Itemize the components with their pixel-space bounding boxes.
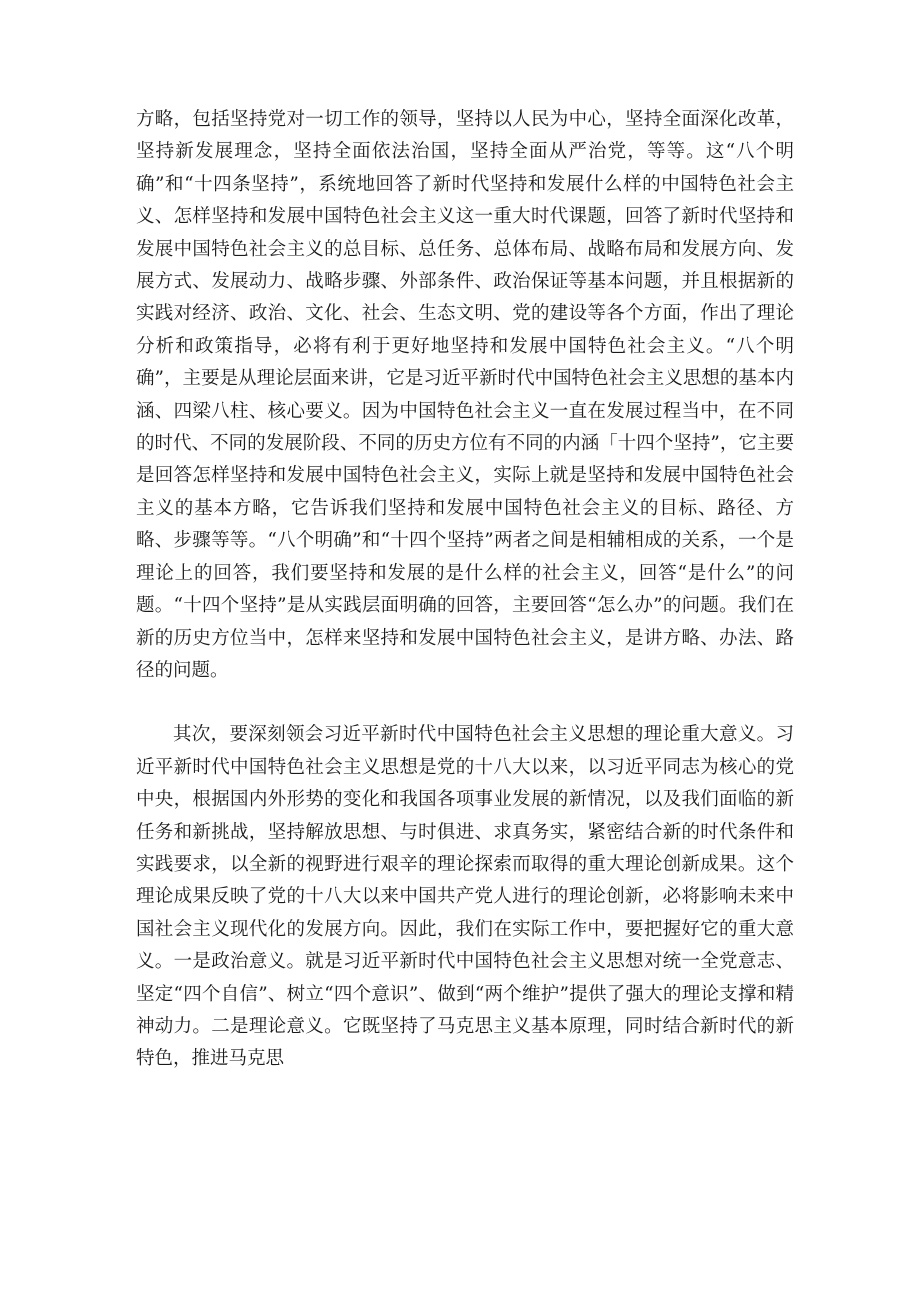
body-paragraph-2: 其次，要深刻领会习近平新时代中国特色社会主义思想的理论重大意义。习近平新时代中国特色社会主义思想是党的十八大以来，以习近平同志为核心的党中央，根据国内外形势的变化和我国各项事业发展的新情况，以及我们面临的新任务和新挑战，坚持解放思想、与时俱进、求真务实，紧密结合新的时代条件和实践要求，以全新的视野进行艰辛的理论探索而取得的重大理论创新成果。这个理论成果反映了党的十八大以来中国共产党人进行的理论创新，必将影响未来中国社会主义现代化的发展方向。因此，我们在实际工作中，要把握好它的重大意义。一是政治意义。就是习近平新时代中国特色社会主义思想对统一全党意志、坚定“四个自信”、树立“四个意识”、做到“两个维护”提供了强大的理论支撑和精神动力。二是理论意义。它既坚持了马克思主义基本原理，同时结合新时代的新特色，推进马克思: [136, 724, 794, 1070]
document-page: [136, 104, 794, 1076]
paragraph-spacer: [136, 687, 794, 719]
body-paragraph-1: 方略，包括坚持党对一切工作的领导，坚持以人民为中心，坚持全面深化改革，坚持新发展理念，坚持全面依法治国，坚持全面从严治党，等等。这“八个明确”和“十四条坚持”，系统地回答了新时代坚持和发展什么样的中国特色社会主义、怎样坚持和发展中国特色社会主义这一重大时代课题，回答了新时代坚持和发展中国特色社会主义的总目标、总任务、总体布局、战略布局和发展方向、发展方式、发展动力、战略步骤、外部条件、政治保证等基本问题，并且根据新的实践对经济、政治、文化、社会、生态文明、党的建设等各个方面，作出了理论分析和政策指导，必将有利于更好地坚持和发展中国特色社会主义。“八个明确”，主要是从理论层面来讲，它是习近平新时代中国特色社会主义思想的基本内涵、四梁八柱、核心要义。因为中国特色社会主义一直在发展过程当中，在不同的时代、不同的发展阶段、不同的历史方位有不同的内涵「十四个坚持”，它主要是回答怎样坚持和发展中国特色社会主义，实际上就是坚持和发展中国特色社会主义的基本方略，它告诉我们坚持和发展中国特色社会主义的目标、路径、方略、步骤等等。“八个明确”和“十四个坚持”两者之间是相辅相成的关系，一个是理论上的回答，我们要坚持和发展的是什么样的社会主义，回答“是什么”的问题。“十四个坚持”是从实践层面明确的回答，主要回答“怎么办”的问题。我们在新的历史方位当中，怎样来坚持和发展中国特色社会主义，是讲方略、办法、路径的问题。: [136, 109, 794, 681]
